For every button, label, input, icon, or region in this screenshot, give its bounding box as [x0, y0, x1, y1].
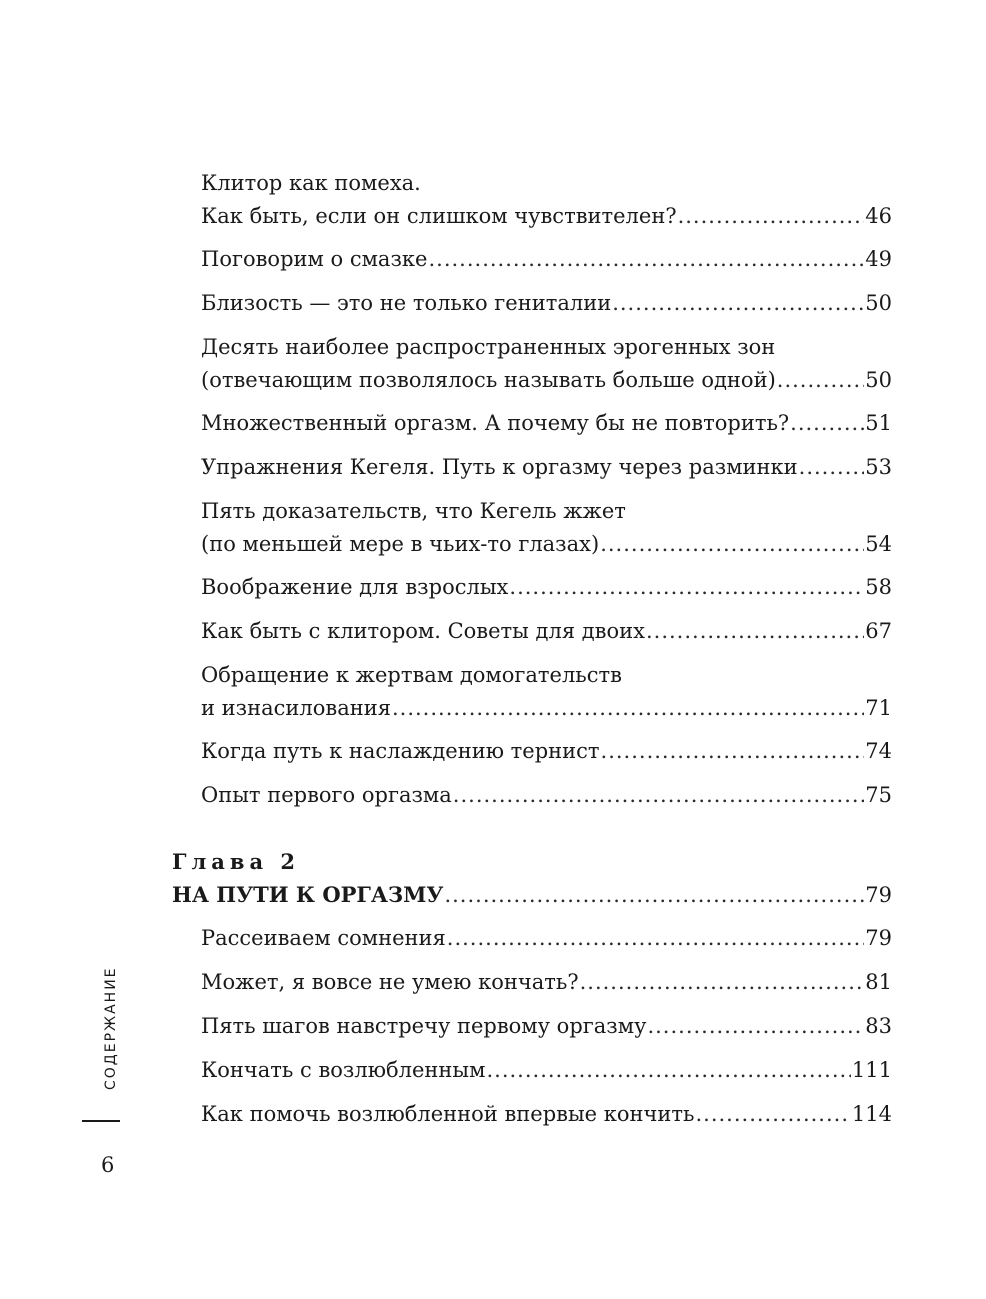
toc-entry-line [201, 407, 892, 440]
toc-entry-page-number: 71 [865, 696, 892, 720]
toc-entry-text-line: Обращение к жертвам домогательств [201, 663, 622, 687]
chapter-title: НА ПУТИ К ОРГАЗМУ [172, 882, 444, 907]
toc-entry-page-number: 51 [865, 411, 892, 435]
toc-entry[interactable] [201, 495, 892, 561]
toc-entry[interactable] [201, 659, 892, 725]
chapter-heading [172, 845, 892, 912]
toc-entry[interactable] [201, 287, 892, 320]
dot-leader [790, 407, 864, 440]
toc-entry-line [201, 779, 892, 812]
toc-entry[interactable] [201, 167, 892, 233]
side-rule [82, 1120, 120, 1122]
toc-entry-title: Множественный оргазм. А почему бы не повторить? [201, 411, 790, 435]
toc-entry[interactable] [201, 1054, 892, 1087]
toc-entry-line [201, 966, 892, 999]
toc-entry-title: Рассеиваем сомнения [201, 926, 446, 950]
toc-entry-page-number: 50 [865, 368, 892, 392]
toc-entry-line [201, 571, 892, 604]
dot-leader [612, 287, 864, 320]
toc-entry-line [201, 922, 892, 955]
toc-entry-title: Как быть, если он слишком чувствителен? [201, 204, 677, 228]
dot-leader [647, 1010, 864, 1043]
toc-entry-text-line: Пять доказательств, что Кегель жжет [201, 499, 626, 523]
toc-entry-page-number: 74 [865, 739, 892, 763]
dot-leader [580, 966, 865, 999]
dot-leader [678, 200, 865, 233]
toc-entry-text-line: Десять наиболее распространенных эрогенных зон [201, 335, 776, 359]
dot-leader [428, 243, 864, 276]
toc-entry-line [201, 243, 892, 276]
toc-entry[interactable] [201, 243, 892, 276]
toc-entry[interactable] [201, 922, 892, 955]
toc-entry-page-number: 81 [865, 970, 892, 994]
toc-entry-title: (отвечающим позволялось называть больше одной) [201, 368, 776, 392]
toc-entry-title: Пять шагов навстречу первому оргазму [201, 1014, 647, 1038]
toc-entry-title: Как быть с клитором. Советы для двоих [201, 619, 645, 643]
toc-section-after [172, 922, 892, 1131]
toc-entry-line [201, 1054, 892, 1087]
toc-entry[interactable] [201, 407, 892, 440]
toc-entry-page-number: 46 [865, 204, 892, 228]
toc-entry[interactable] [201, 571, 892, 604]
running-section-label: СОДЕРЖАНИЕ [103, 966, 119, 1090]
toc-entry-line [201, 1098, 892, 1131]
dot-leader [601, 735, 865, 768]
dot-leader [444, 879, 864, 912]
toc-entry-line [201, 451, 892, 484]
toc-entry-line [201, 692, 892, 725]
toc-entry[interactable] [201, 331, 892, 397]
toc-entry-page-number: 49 [865, 247, 892, 271]
table-of-contents [172, 167, 892, 1142]
toc-entry-title: Как помочь возлюбленной впервые кончить [201, 1102, 695, 1126]
dot-leader [600, 528, 864, 561]
chapter-label: Глава 2 [172, 849, 301, 874]
toc-entry-line [201, 364, 892, 397]
toc-entry-line [201, 1010, 892, 1043]
dot-leader [799, 451, 865, 484]
toc-entry-line [201, 615, 892, 648]
toc-entry[interactable] [201, 451, 892, 484]
toc-entry-text-line: Клитор как помеха. [201, 171, 421, 195]
dot-leader [695, 1098, 850, 1131]
chapter-page-number: 79 [865, 883, 892, 907]
toc-entry[interactable] [201, 779, 892, 812]
toc-entry[interactable] [201, 966, 892, 999]
toc-entry-line [201, 200, 892, 233]
toc-entry-page-number: 50 [865, 291, 892, 315]
toc-entry-title: Воображение для взрослых [201, 575, 509, 599]
page-number: 6 [101, 1153, 115, 1177]
dot-leader [447, 922, 864, 955]
chapter-title-line[interactable] [172, 878, 892, 912]
dot-leader [646, 615, 864, 648]
toc-entry-title: Кончать с возлюбленным [201, 1058, 486, 1082]
toc-entry-title: Упражнения Кегеля. Путь к оргазму через разминки [201, 455, 798, 479]
toc-entry-page-number: 111 [851, 1058, 892, 1082]
toc-entry[interactable] [201, 1010, 892, 1043]
toc-entry-title: и изнасилования [201, 696, 391, 720]
dot-leader [453, 779, 864, 812]
toc-entry-page-number: 83 [865, 1014, 892, 1038]
toc-entry-page-number: 54 [865, 532, 892, 556]
dot-leader [486, 1054, 850, 1087]
toc-section-before [172, 167, 892, 812]
toc-entry-title: (по меньшей мере в чьих-то глазах) [201, 532, 600, 556]
toc-entry-line [201, 735, 892, 768]
toc-entry-title: Поговорим о смазке [201, 247, 428, 271]
toc-entry-page-number: 67 [865, 619, 892, 643]
toc-entry-page-number: 114 [851, 1102, 892, 1126]
toc-entry-page-number: 53 [865, 455, 892, 479]
dot-leader [392, 692, 864, 725]
toc-entry-page-number: 79 [865, 926, 892, 950]
toc-entry-page-number: 58 [865, 575, 892, 599]
toc-entry[interactable] [201, 735, 892, 768]
toc-entry[interactable] [201, 615, 892, 648]
toc-entry-page-number: 75 [865, 783, 892, 807]
toc-entry[interactable] [201, 1098, 892, 1131]
dot-leader [509, 571, 864, 604]
toc-entry-line [201, 287, 892, 320]
dot-leader [777, 364, 865, 397]
toc-entry-line [201, 528, 892, 561]
toc-entry-title: Близость — это не только гениталии [201, 291, 612, 315]
toc-entry-title: Может, я вовсе не умею кончать? [201, 970, 579, 994]
toc-entry-title: Когда путь к наслаждению тернист [201, 739, 600, 763]
toc-entry-title: Опыт первого оргазма [201, 783, 452, 807]
